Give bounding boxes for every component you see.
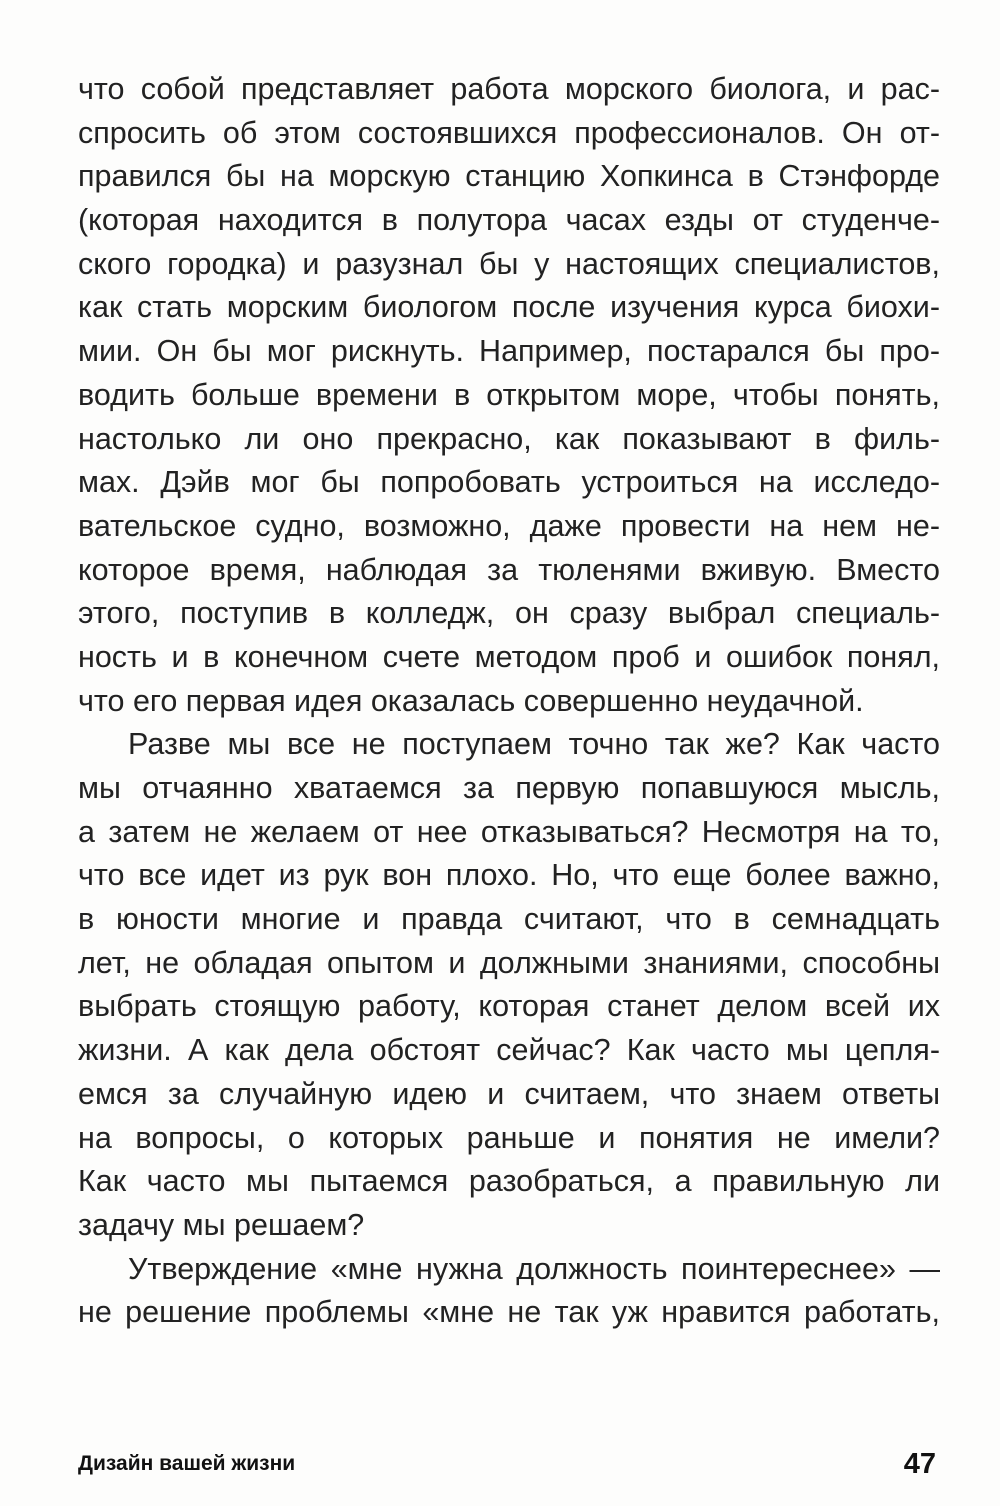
text-line: не решение проблемы «мне не так уж нравится работать, — [78, 1295, 940, 1330]
text-line: настолько ли оно прекрасно, как показывают в филь- — [78, 421, 940, 456]
text-line: водить больше времени в открытом море, чтобы понять, — [78, 377, 940, 412]
text-line: емся за случайную идею и считаем, что знаем ответы — [78, 1076, 940, 1111]
text-line: задачу мы решаем? — [78, 1207, 365, 1242]
text-line: Как часто мы пытаемся разобраться, а правильную ли — [78, 1164, 940, 1199]
text-line: спросить об этом состоявшихся профессионалов. Он от- — [78, 115, 940, 150]
text-line: (которая находится в полутора часах езды от студенче- — [78, 203, 940, 238]
running-title: Дизайн вашей жизни — [78, 1452, 296, 1475]
text-line: что собой представляет работа морского биолога, и рас- — [78, 72, 940, 106]
text-line: Утверждение «мне нужна должность поинтереснее» — — [128, 1251, 940, 1286]
text-line: жизни. А как дела обстоят сейчас? Как часто мы цепля- — [78, 1033, 940, 1068]
text-line: ского городка) и разузнал бы у настоящих специалистов, — [78, 246, 940, 281]
text-line: в юности многие и правда считают, что в семнадцать — [78, 902, 940, 937]
text-line: а затем не желаем от нее отказываться? Несмотря на то, — [78, 814, 940, 849]
text-line: которое время, наблюдая за тюленями вживую. Вместо — [78, 552, 940, 587]
text-line: на вопросы, о которых раньше и понятия не имели? — [78, 1120, 940, 1155]
text-line: Разве мы все не поступаем точно так же? Как часто — [128, 727, 940, 762]
text-line: мы отчаянно хватаемся за первую попавшуюся мысль, — [78, 771, 940, 805]
text-line: вательское судно, возможно, даже провести на нем не- — [78, 508, 940, 543]
paragraph — [78, 723, 940, 1247]
text-line: мии. Он бы мог рискнуть. Например, постарался бы про- — [78, 334, 940, 369]
paragraph — [78, 68, 940, 723]
text-line: ность и в конечном счете методом проб и ошибок понял, — [78, 639, 940, 674]
paragraph — [78, 1248, 940, 1335]
text-line: правился бы на морскую станцию Хопкинса в Стэнфорде — [78, 159, 940, 194]
text-line: выбрать стоящую работу, которая станет делом всей их — [78, 989, 940, 1024]
page-number: 47 — [903, 1447, 936, 1480]
text-line: как стать морским биологом после изучения курса биохи- — [78, 290, 940, 325]
text-line: этого, поступив в колледж, он сразу выбрал специаль- — [78, 596, 940, 631]
text-line: что его первая идея оказалась совершенно неудачной. — [78, 683, 864, 718]
page-footer — [78, 1444, 936, 1484]
text-line: мах. Дэйв мог бы попробовать устроиться на исследо- — [78, 465, 940, 500]
text-line: лет, не обладая опытом и должными знаниями, способны — [78, 945, 940, 980]
text-line: что все идет из рук вон плохо. Но, что еще более важно, — [78, 858, 940, 893]
body-text — [78, 68, 940, 1335]
